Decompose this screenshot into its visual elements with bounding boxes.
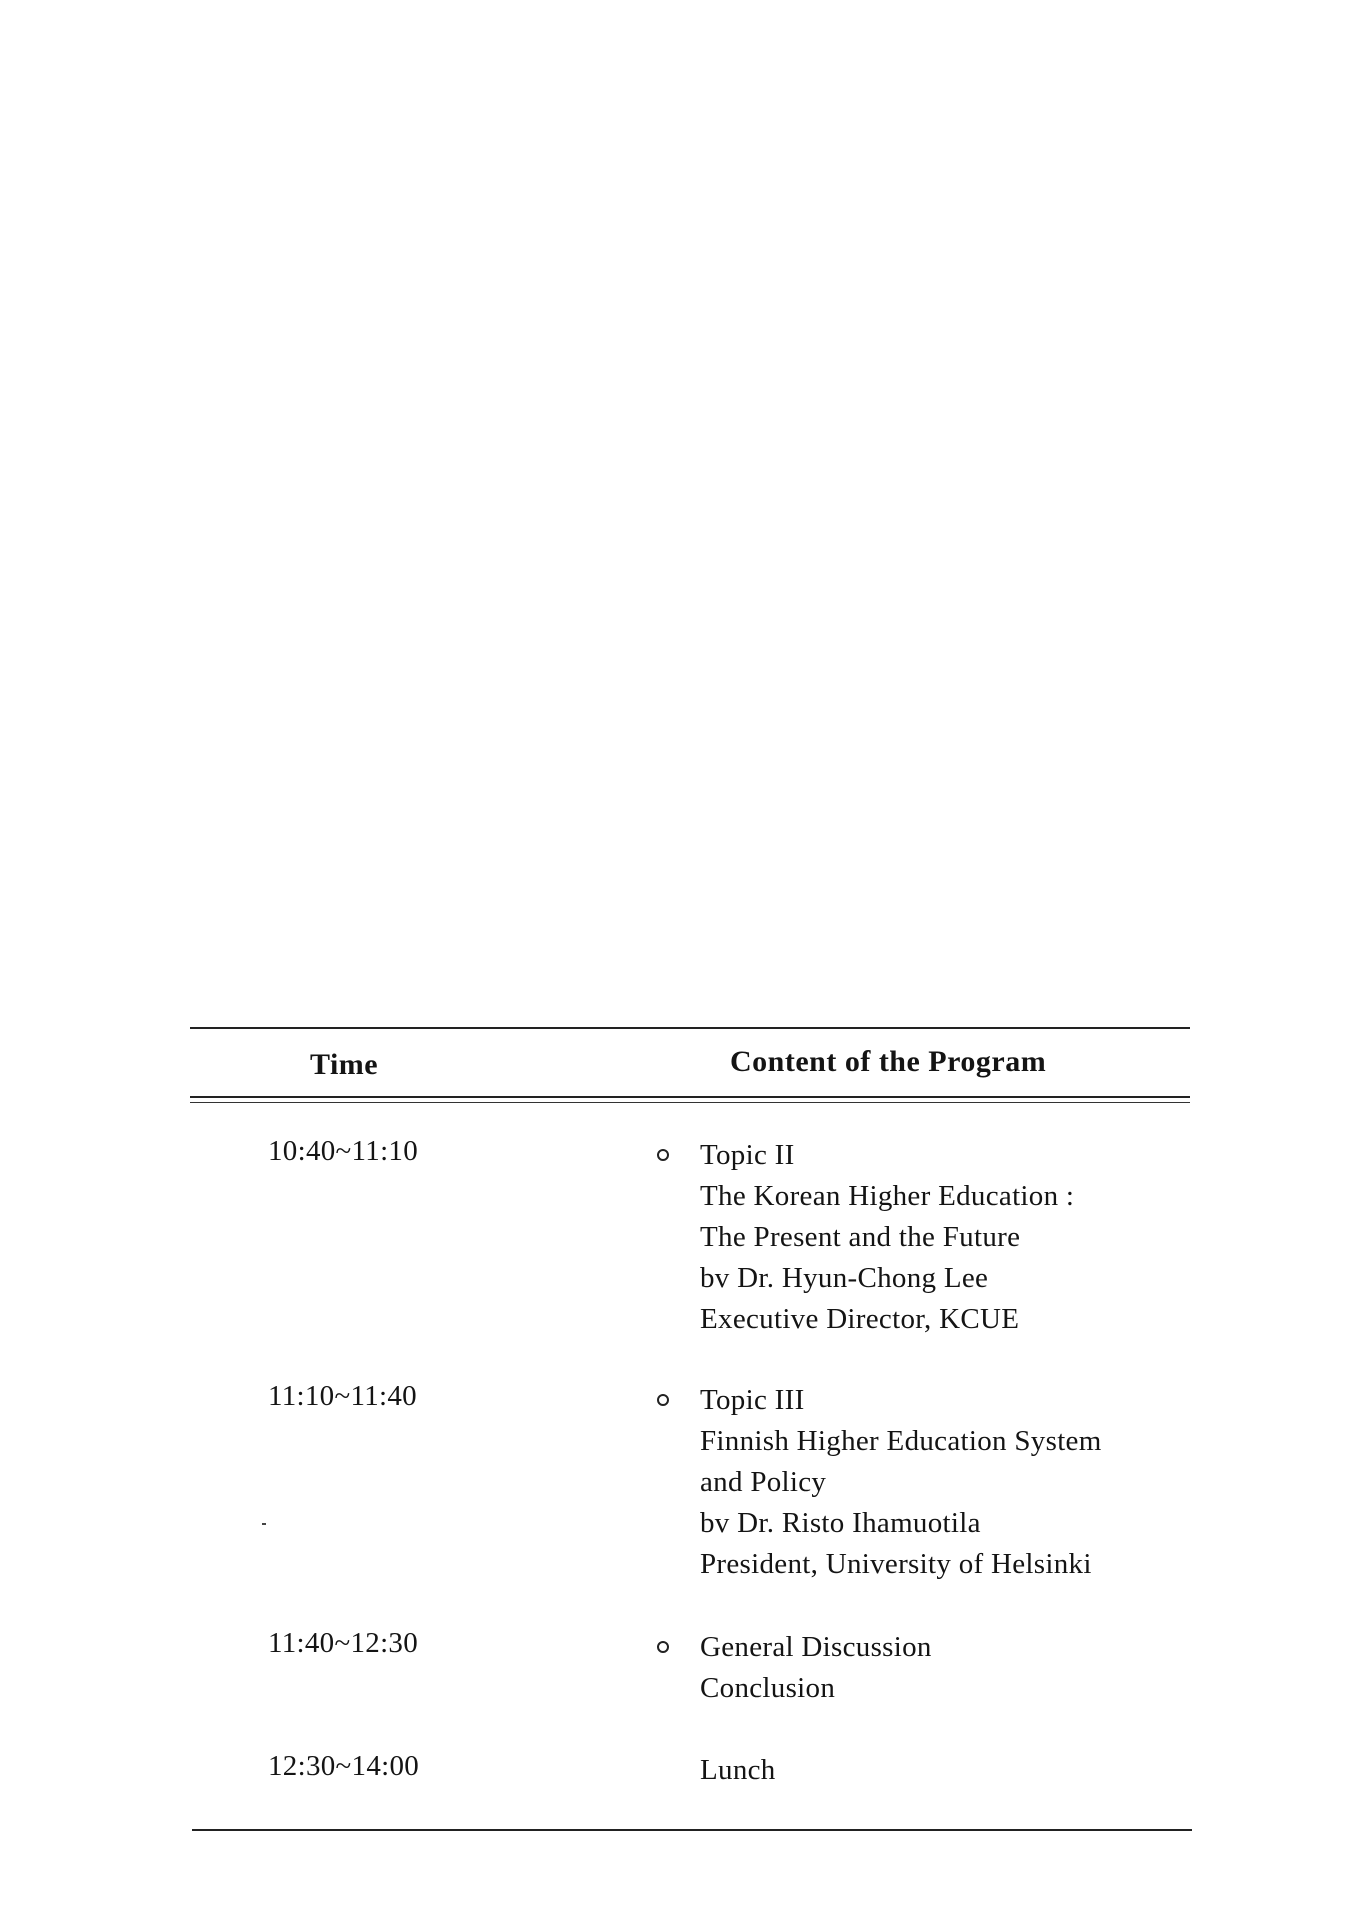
header-double-rule-lower — [190, 1102, 1190, 1103]
content-cell — [700, 1135, 1074, 1340]
time-column-header: Time — [310, 1048, 379, 1081]
time-cell: 11:40~12:30 — [268, 1627, 419, 1659]
bullet-icon — [657, 1394, 669, 1406]
item-line: Lunch — [700, 1754, 776, 1786]
topic-title: Topic II — [700, 1139, 795, 1171]
item-line: General Discussion — [700, 1631, 932, 1663]
table-bottom-rule — [192, 1829, 1192, 1831]
content-column-header: Content of the Program — [730, 1045, 1047, 1078]
table-top-rule — [190, 1027, 1190, 1029]
content-cell — [700, 1750, 776, 1791]
topic-line: The Present and the Future — [700, 1221, 1021, 1253]
bullet-icon — [657, 1641, 669, 1653]
speaker-title-line: President, University of Helsinki — [700, 1548, 1092, 1580]
content-cell — [700, 1380, 1102, 1585]
speaker-title-line: Executive Director, KCUE — [700, 1303, 1020, 1335]
item-line: Conclusion — [700, 1672, 836, 1704]
header-double-rule-upper — [190, 1096, 1190, 1098]
topic-line: The Korean Higher Education : — [700, 1180, 1075, 1212]
time-cell: 11:10~11:40 — [268, 1380, 417, 1412]
speaker-line: bv Dr. Hyun-Chong Lee — [700, 1262, 989, 1294]
time-cell: 12:30~14:00 — [268, 1750, 420, 1782]
content-cell — [700, 1627, 932, 1709]
topic-line: Finnish Higher Education System — [700, 1425, 1102, 1457]
topic-line: and Policy — [700, 1466, 827, 1498]
stray-mark — [262, 1523, 266, 1525]
bullet-icon — [657, 1149, 669, 1161]
topic-title: Topic III — [700, 1384, 805, 1416]
speaker-line: bv Dr. Risto Ihamuotila — [700, 1507, 981, 1539]
time-cell: 10:40~11:10 — [268, 1135, 419, 1167]
